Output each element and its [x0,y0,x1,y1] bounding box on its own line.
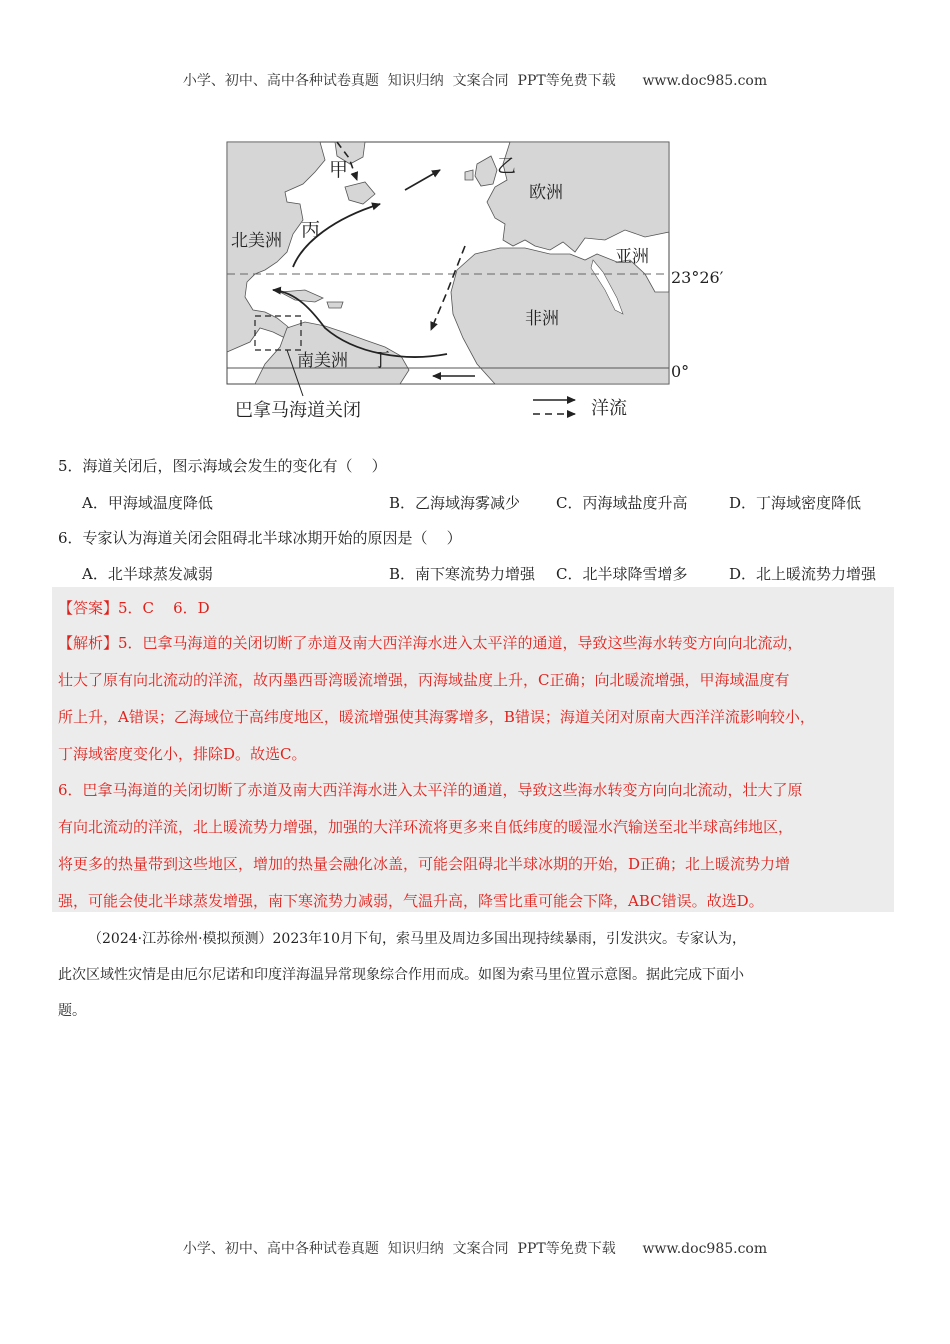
analysis-line: 丁海域密度变化小，排除D。故选C。 [58,745,307,763]
legend-label: 洋流 [591,398,627,419]
q6-option-a: A．北半球蒸发减弱 [82,565,213,583]
analysis-line: 强，可能会使北半球蒸发增强，南下寒流势力减弱，气温升高，降雪比重可能会下降，ABC错误。故选D。 [58,892,764,910]
q5-option-c: C．丙海域盐度升高 [556,494,688,512]
label-jia: 甲 [329,159,349,181]
q5-option-b: B．乙海域海雾减少 [389,494,521,512]
analysis-line: 将更多的热量带到这些地区，增加的热量会融化冰盖，可能会阻碍北半球冰期的开始，D正确；北上暖流势力增 [58,855,791,873]
label-north-america: 北美洲 [231,231,282,251]
question-6-stem: 6．专家认为海道关闭会阻碍北半球冰期开始的原因是（ ） [58,529,462,547]
footer-banner: 小学、初中、高中各种试卷真题 知识归纳 文案合同 PPT等免费下载 www.doc985.com [182,1241,768,1257]
q6-option-b: B．南下寒流势力增强 [389,565,536,583]
africa-landmass [451,248,669,384]
label-africa: 非洲 [525,309,559,329]
label-panama: 巴拿马海道关闭 [235,400,361,421]
question-5-stem: 5．海道关闭后，图示海域会发生的变化有（ ） [58,457,387,475]
analysis-line: 【解析】5．巴拿马海道的关闭切断了赤道及南大西洋海水进入太平洋的通道，导致这些海水转变方向向北流动， [58,634,803,652]
label-europe: 欧洲 [529,183,563,203]
intro-line: （2024·江苏徐州·模拟预测）2023年10月下旬，索马里及周边多国出现持续暴雨，引发洪灾。专家认为， [88,931,746,947]
analysis-line: 有向北流动的洋流，北上暖流势力增强，加强的大洋环流将更多来自低纬度的暖湿水汽输送至北半球高纬地区， [58,818,794,836]
legend [533,398,627,419]
q6-option-d: D．北上暖流势力增强 [729,565,877,583]
ocean-current-map [225,142,724,427]
analysis-line: 壮大了原有向北流动的洋流，故丙墨西哥湾暖流增强，丙海域盐度上升，C正确；向北暖流增强，甲海域温度有 [58,671,790,689]
q5-option-a: A．甲海域温度降低 [82,494,213,512]
intro-line: 此次区域性灾情是由厄尔尼诺和印度洋海温异常现象综合作用而成。如图为索马里位置示意图。据此完成下面小 [58,967,744,983]
intro-line: 题。 [58,1003,86,1019]
label-bing: 丙 [301,219,321,241]
label-ding: 丁 [371,349,391,371]
analysis-line: 所上升，A错误；乙海域位于高纬度地区，暖流增强使其海雾增多，B错误；海道关闭对原南大西洋洋流影响较小， [58,708,815,726]
label-asia: 亚洲 [615,247,649,267]
analysis-line: 6．巴拿马海道的关闭切断了赤道及南大西洋海水进入太平洋的通道，导致这些海水转变方向向北流动，壮大了原 [58,781,803,799]
q6-option-c: C．北半球降雪增多 [556,565,688,583]
answer-line: 【答案】5．C 6．D [58,599,210,617]
label-yi: 乙 [497,155,517,177]
label-tropic: 23°26′ [671,268,724,287]
label-equator: 0° [671,362,690,381]
header-banner: 小学、初中、高中各种试卷真题 知识归纳 文案合同 PPT等免费下载 www.doc985.com [182,73,768,89]
label-south-america: 南美洲 [297,351,348,371]
q5-option-d: D．丁海域密度降低 [729,494,862,512]
